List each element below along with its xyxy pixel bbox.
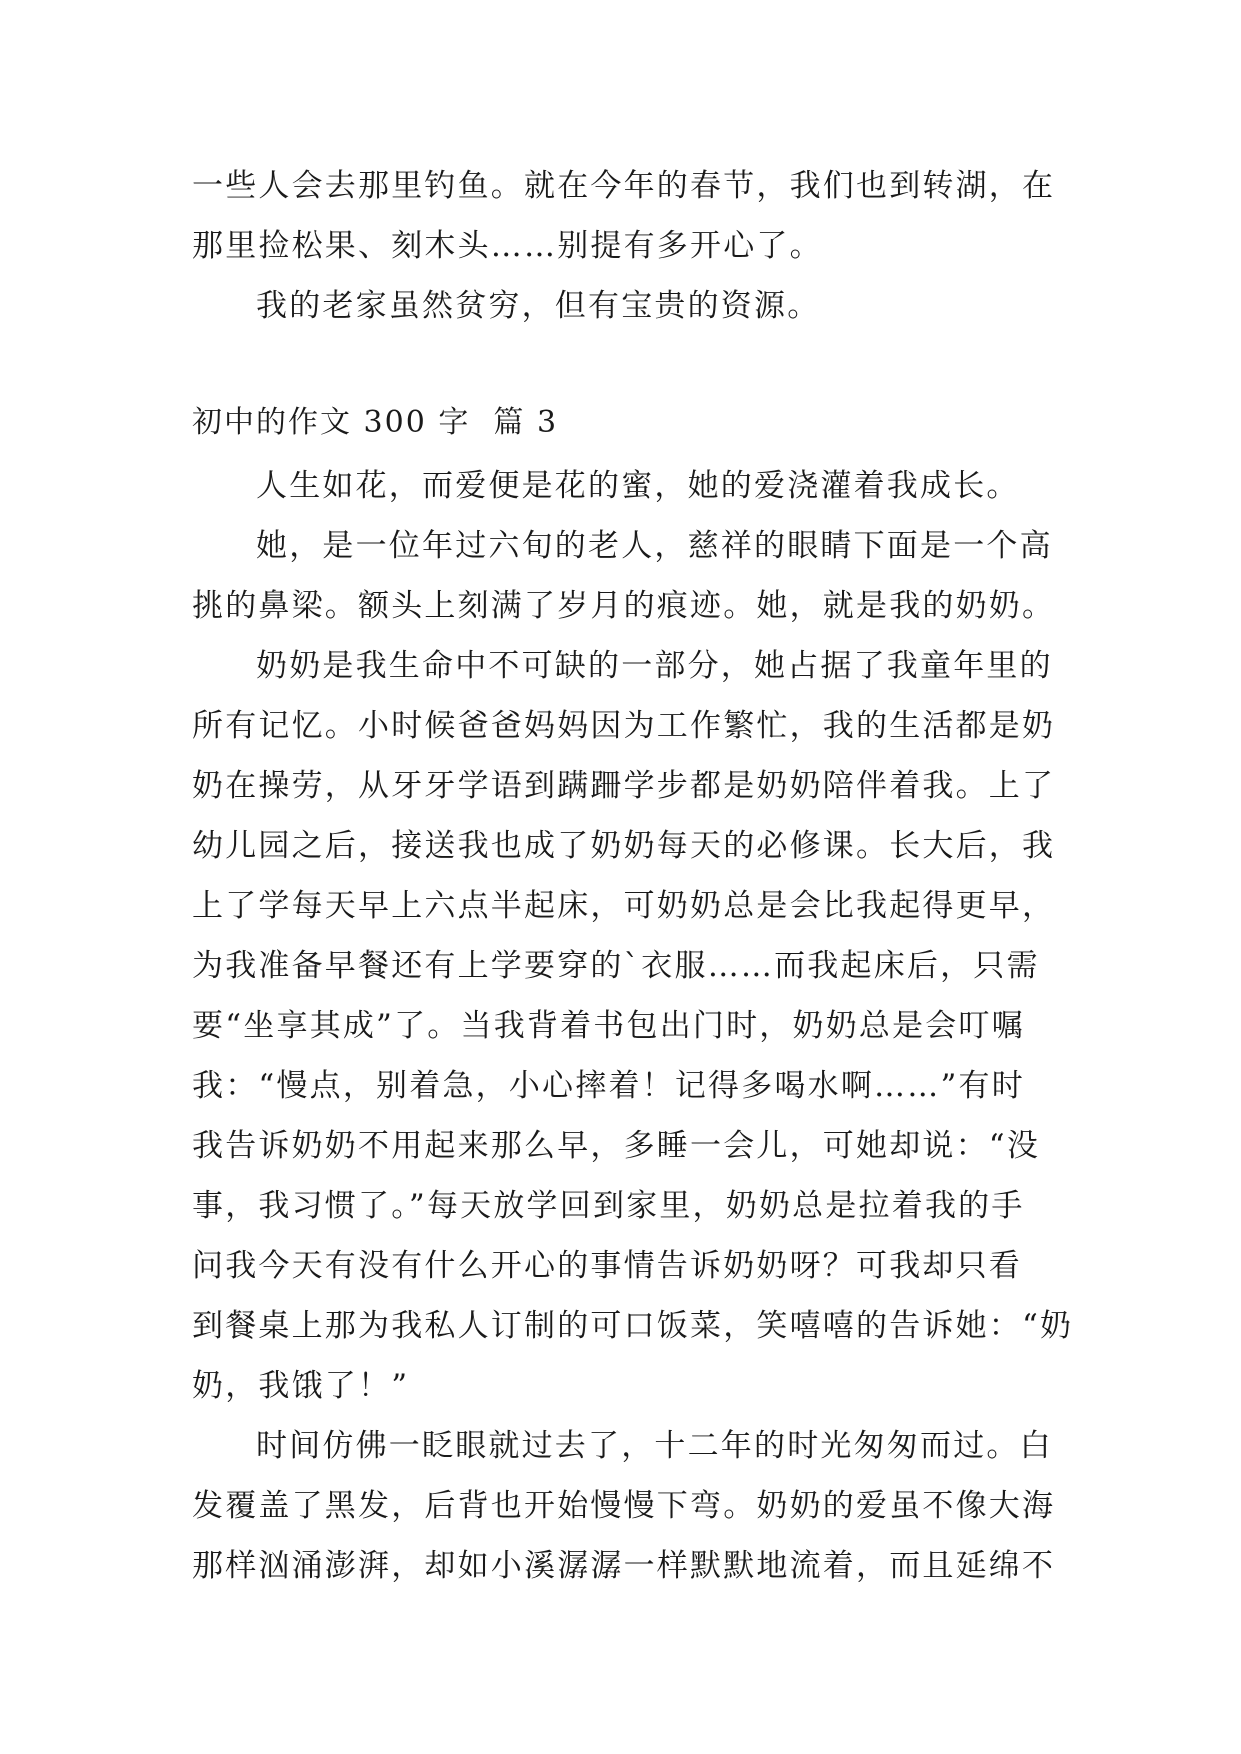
- paragraph-start-line: 她，是一位年过六旬的老人，慈祥的眼睛下面是一个高: [256, 528, 1053, 564]
- paragraph-start-line: 时间仿佛一眨眼就过去了，十二年的时光匆匆而过。白: [256, 1428, 1053, 1464]
- text-line: 我：“慢点，别着急，小心摔着！记得多喝水啊……”有时: [192, 1068, 1025, 1104]
- paragraph-start-line: 人生如花，而爱便是花的蜜，她的爱浇灌着我成长。: [256, 468, 1020, 504]
- text-line: 问我今天有没有什么开心的事情告诉奶奶呀？可我却只看: [192, 1248, 1022, 1284]
- text-line: 奶，我饿了！”: [192, 1368, 410, 1404]
- text-line: 到餐桌上那为我私人订制的可口饭菜，笑嘻嘻的告诉她：“奶: [192, 1308, 1074, 1344]
- text-line: 那样汹涌澎湃，却如小溪潺潺一样默默地流着，而且延绵不: [192, 1548, 1056, 1584]
- paragraph-start-line: 奶奶是我生命中不可缺的一部分，她占据了我童年里的: [256, 648, 1053, 684]
- text-line: 所有记忆。小时候爸爸妈妈因为工作繁忙，我的生活都是奶: [192, 708, 1056, 744]
- paragraph-start-line: 我的老家虽然贫穷，但有宝贵的资源。: [256, 288, 821, 324]
- text-line: 发覆盖了黑发，后背也开始慢慢下弯。奶奶的爱虽不像大海: [192, 1488, 1056, 1524]
- text-line: 那里捡松果、刻木头……别提有多开心了。: [192, 228, 823, 264]
- text-line: 上了学每天早上六点半起床，可奶奶总是会比我起得更早，: [192, 888, 1056, 924]
- text-line: 我告诉奶奶不用起来那么早，多睡一会儿，可她却说：“没: [192, 1128, 1041, 1164]
- text-line: 奶在操劳，从牙牙学语到蹒跚学步都是奶奶陪伴着我。上了: [192, 768, 1056, 804]
- text-line: 事，我习惯了。”每天放学回到家里，奶奶总是拉着我的手: [192, 1188, 1025, 1224]
- text-line: 要“坐享其成”了。当我背着书包出门时，奶奶总是会叮嘱: [192, 1008, 1025, 1044]
- text-line: 一些人会去那里钓鱼。就在今年的春节，我们也到转湖，在: [192, 168, 1056, 204]
- text-line: 为我准备早餐还有上学要穿的`衣服……而我起床后，只需: [192, 948, 1040, 984]
- text-line: 挑的鼻梁。额头上刻满了岁月的痕迹。她，就是我的奶奶。: [192, 588, 1056, 624]
- section-heading: 初中的作文 300 字 篇 3: [192, 405, 559, 440]
- text-line: 幼儿园之后，接送我也成了奶奶每天的必修课。长大后，我: [192, 828, 1056, 864]
